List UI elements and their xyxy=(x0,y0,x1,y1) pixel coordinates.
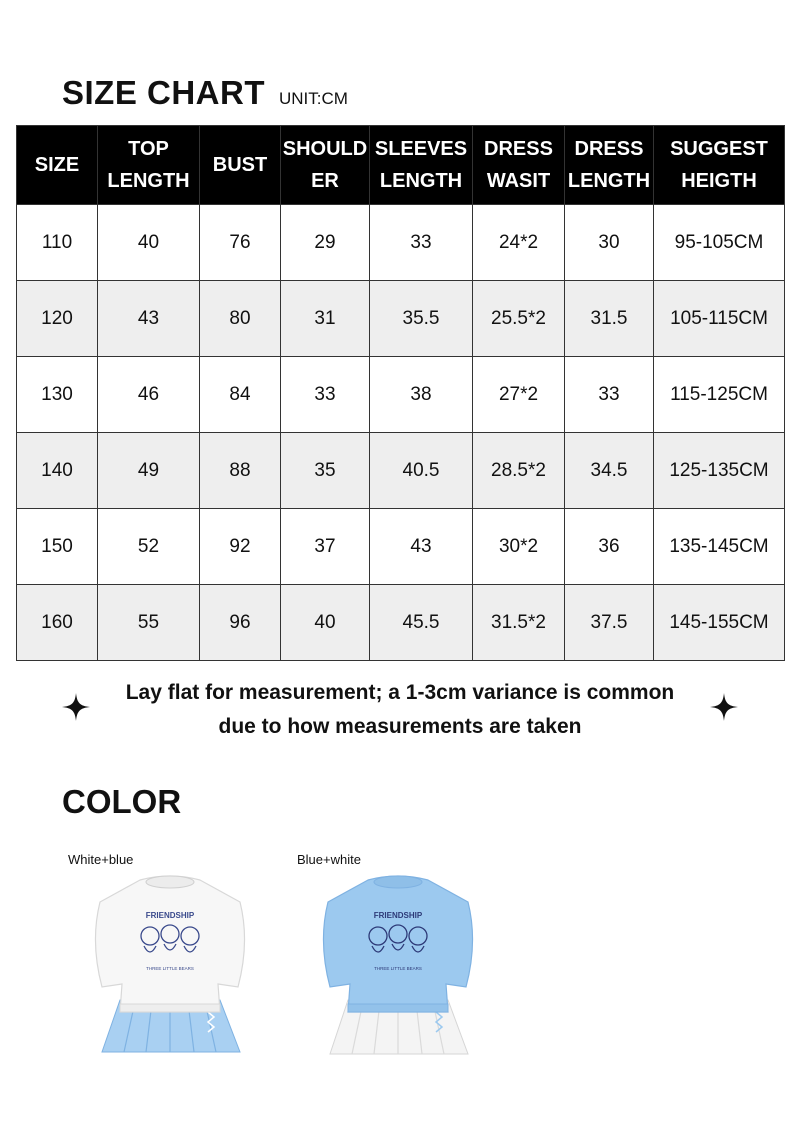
table-cell: 28.5*2 xyxy=(473,433,565,509)
note-line-2: due to how measurements are taken xyxy=(218,715,582,738)
table-cell: 40 xyxy=(281,585,370,661)
table-row xyxy=(17,433,785,509)
table-row xyxy=(17,509,785,585)
table-cell: 35 xyxy=(281,433,370,509)
table-cell: 135-145CM xyxy=(654,509,785,585)
table-cell: 115-125CM xyxy=(654,357,785,433)
outfit-image xyxy=(318,872,488,1062)
table-cell: 110 xyxy=(17,205,98,281)
svg-text:FRIENDSHIP: FRIENDSHIP xyxy=(373,911,423,920)
table-cell: 105-115CM xyxy=(654,281,785,357)
table-cell: 35.5 xyxy=(370,281,473,357)
table-cell: 150 xyxy=(17,509,98,585)
svg-text:THREE LITTLE BEARS: THREE LITTLE BEARS xyxy=(374,966,422,971)
table-cell: 125-135CM xyxy=(654,433,785,509)
table-cell: 27*2 xyxy=(473,357,565,433)
table-cell: 45.5 xyxy=(370,585,473,661)
table-cell: 30*2 xyxy=(473,509,565,585)
table-cell: 31.5*2 xyxy=(473,585,565,661)
svg-text:THREE LITTLE BEARS: THREE LITTLE BEARS xyxy=(146,966,194,971)
table-cell: 76 xyxy=(200,205,281,281)
table-cell: 29 xyxy=(281,205,370,281)
page-title: SIZE CHART xyxy=(62,74,265,111)
table-cell: 52 xyxy=(98,509,200,585)
table-cell: 33 xyxy=(565,357,654,433)
size-chart-table xyxy=(16,125,785,661)
table-cell: 33 xyxy=(370,205,473,281)
table-cell: 49 xyxy=(98,433,200,509)
table-cell: 120 xyxy=(17,281,98,357)
table-cell: 31 xyxy=(281,281,370,357)
table-row xyxy=(17,281,785,357)
table-cell: 30 xyxy=(565,205,654,281)
table-cell: 24*2 xyxy=(473,205,565,281)
table-cell: 43 xyxy=(370,509,473,585)
color-variant-white-blue xyxy=(60,850,250,1065)
table-cell: 88 xyxy=(200,433,281,509)
table-cell: 40 xyxy=(98,205,200,281)
table-cell: 95-105CM xyxy=(654,205,785,281)
column-header-sleeves-length: SLEEVES LENGTH xyxy=(370,126,473,205)
table-cell: 80 xyxy=(200,281,281,357)
table-cell: 43 xyxy=(98,281,200,357)
table-cell: 34.5 xyxy=(565,433,654,509)
table-row xyxy=(17,205,785,281)
table-cell: 96 xyxy=(200,585,281,661)
table-cell: 55 xyxy=(98,585,200,661)
table-cell: 37 xyxy=(281,509,370,585)
table-header-row xyxy=(17,126,785,205)
table-cell: 145-155CM xyxy=(654,585,785,661)
outfit-image xyxy=(90,872,260,1062)
table-cell: 92 xyxy=(200,509,281,585)
table-cell: 130 xyxy=(17,357,98,433)
svg-text:FRIENDSHIP: FRIENDSHIP xyxy=(145,911,195,920)
size-chart-header xyxy=(62,74,348,112)
table-cell: 33 xyxy=(281,357,370,433)
table-cell: 37.5 xyxy=(565,585,654,661)
table-cell: 38 xyxy=(370,357,473,433)
column-header-suggest-height: SUGGEST HEIGTH xyxy=(654,126,785,205)
column-header-dress-waist: DRESS WASIT xyxy=(473,126,565,205)
column-header-shoulder: SHOULD ER xyxy=(281,126,370,205)
table-row xyxy=(17,585,785,661)
table-cell: 140 xyxy=(17,433,98,509)
table-cell: 31.5 xyxy=(565,281,654,357)
note-line-1: Lay flat for measurement; a 1-3cm variance is common xyxy=(125,681,675,704)
table-cell: 40.5 xyxy=(370,433,473,509)
table-cell: 25.5*2 xyxy=(473,281,565,357)
variant-label: Blue+white xyxy=(297,852,361,867)
sparkle-icon xyxy=(710,693,738,721)
table-cell: 46 xyxy=(98,357,200,433)
measurement-note xyxy=(90,676,710,744)
table-cell: 160 xyxy=(17,585,98,661)
column-header-top-length: TOP LENGTH xyxy=(98,126,200,205)
variant-label: White+blue xyxy=(68,852,134,867)
table-cell: 36 xyxy=(565,509,654,585)
color-section-title: COLOR xyxy=(62,783,182,820)
sparkle-icon xyxy=(62,693,90,721)
color-variant-blue-white xyxy=(290,850,490,1065)
table-cell: 84 xyxy=(200,357,281,433)
column-header-size: SIZE xyxy=(17,126,98,205)
column-header-dress-length: DRESS LENGTH xyxy=(565,126,654,205)
table-row xyxy=(17,357,785,433)
column-header-bust: BUST xyxy=(200,126,281,205)
unit-label: UNIT:CM xyxy=(279,89,348,108)
